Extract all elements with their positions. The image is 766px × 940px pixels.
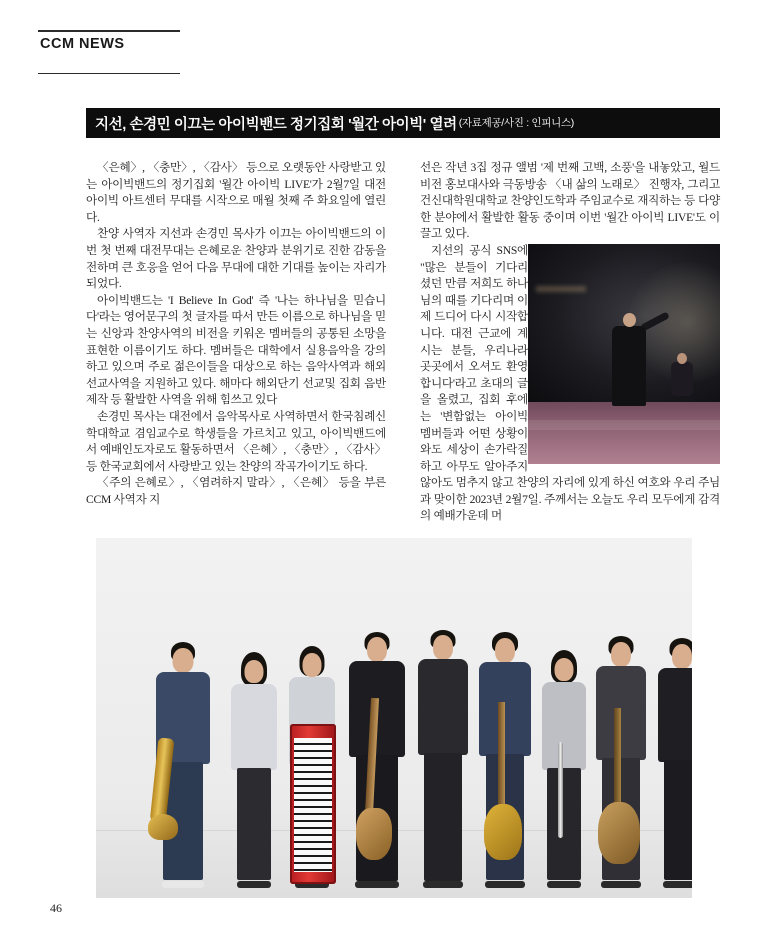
member-saxophone-player (148, 642, 218, 888)
band-group-photo (96, 538, 692, 898)
headline-title: 지선, 손경민 이끄는 아이빅밴드 정기집회 '월간 아이빅' 열려 (95, 116, 457, 133)
electric-guitar-body (484, 804, 522, 860)
paragraph: 〈은혜〉, 〈충만〉, 〈감사〉 등으로 오랫동안 사랑받고 있는 아이빅밴드의 정기집회 '월간 아이빅 LIVE'가 2월7일 대전 아이빅 아트센터 무대를 시작으로 매월 첫째 주 화요일에 열린다. (86, 161, 386, 224)
member-head (173, 648, 194, 673)
member-torso (418, 659, 468, 755)
member-head (245, 660, 264, 683)
member-head (367, 637, 387, 662)
masthead-label: CCM NEWS (40, 36, 125, 52)
flute-icon (558, 742, 563, 838)
member-head (303, 653, 322, 677)
article-column-left (86, 160, 386, 508)
member-torso (542, 682, 586, 770)
member-torso (596, 666, 646, 760)
stage-performance-photo (528, 244, 720, 464)
member-vocalist-man-1 (412, 630, 474, 888)
member-head (495, 638, 515, 663)
article-body (86, 160, 720, 523)
member-head (555, 658, 574, 681)
saxophone-bell (148, 814, 178, 840)
bass-guitar-body (356, 808, 392, 860)
headline-credit: (자료제공/사진 : 인피니스) (458, 117, 574, 129)
paragraph: 아이빅밴드는 'I Believe In God' 즉 '나는 하나님을 믿습니다'라는 영어문구의 첫 글자를 따서 만든 이름으로 하나님을 믿는 신앙과 찬양사역의 비전을 키워온 멤버들의 공통된 소망을 표현한 이름이기도 하다. 멤버들은 대학에서 실용음악을 강의하고 있으며 주로 젊은이들을 대상으로 하는 음악사역과 해외선교사역을 지원하고 있다. 해마다 해외단기 선교및 집회 음반제작 등 활발한 사역을 위해 힘쓰고 있다 (86, 293, 386, 407)
member-keyboardist (282, 646, 342, 888)
member-shoes (663, 881, 692, 888)
member-vocalist-man-2 (652, 638, 692, 888)
paragraph: 선은 작년 3집 정규 앨범 '제 번째 고백, 소풍'을 내놓았고, 월드비전 홍보대사와 극동방송 〈내 삶의 노래로〉 진행자, 그리고 건신대학원대학교 찬양인도학과 주임교수로 재직하는 등 다양한 분야에서 활발한 활동 중이며 이번 '월간 아이빅 LIVE'도 이끌고 있다. (420, 161, 720, 241)
member-shoes (423, 881, 463, 888)
masthead-bottom-rule (38, 73, 180, 74)
member-torso (658, 668, 692, 762)
electric-guitar-neck (498, 702, 505, 814)
member-shoes (485, 881, 525, 888)
paragraph: 찬양 사역자 지선과 손경민 목사가 이끄는 아이빅밴드의 이번 첫 번째 대전무대는 은혜로운 찬양과 분위기로 진한 감동을 전하며 큰 호응을 얻어 다음 무대에 대한 기대를 높이는 자리가 되었다. (86, 227, 386, 291)
acoustic-guitar-neck (614, 708, 621, 812)
member-vocalist-woman-1 (224, 652, 284, 888)
stage-floor (528, 402, 720, 464)
page-number: 46 (50, 901, 62, 915)
paragraph: 손경민 목사는 대전에서 음악목사로 사역하면서 한국침례신학대학교 겸임교수로 학생들을 가르치고 있고, 아이빅밴드에서 예배인도자로도 활동하면서 〈은혜〉, 〈충만〉, 〈감사〉등 한국교회에서 사랑받고 있는 찬양의 작곡가이기도 하다. (86, 409, 386, 473)
member-head (672, 644, 692, 669)
member-shoes (162, 881, 204, 888)
member-legs (237, 768, 271, 880)
member-legs (424, 753, 462, 881)
masthead (38, 30, 198, 74)
member-head (611, 642, 631, 667)
performer-main (612, 326, 646, 406)
paragraph: 지선의 공식 SNS에 "많은 분들이 기다리셨던 만큼 저희도 하나님의 때를 기다리며 이제 드디어 다시 시작합니다. 대전 근교에 계시는 분들, 우리나라 곳곳에서 오셔도 환영합니다'라고 초대의 글을 올렸고, 집회 후에는 '변함없는 아이빅 멤버들과 어떤 상황이 와도 세상이 손가락질하고 아무도 알아주지 않아도 멈추지 않고 찬양의 자리에 있게 하신 여호와 우리 주님과 맞이한 2023년 2월7일. 주께서는 오늘도 우리 모두에게 감격의 예배가운데 머 (420, 243, 720, 523)
article-column-right (420, 160, 720, 525)
keyboard-keys (294, 738, 332, 872)
headline-bar (86, 108, 720, 138)
member-shoes (237, 881, 271, 888)
member-shoes (547, 881, 581, 888)
member-legs (664, 760, 692, 880)
member-shoes (355, 881, 399, 888)
stage-light-bar (536, 286, 586, 292)
member-torso (231, 684, 277, 770)
performer-seated (671, 362, 693, 396)
member-guitarist-electric (472, 632, 538, 888)
member-flutist (536, 650, 592, 888)
member-legs (547, 768, 581, 880)
acoustic-guitar-body (598, 802, 640, 864)
member-bassist (342, 632, 412, 888)
member-shoes (601, 881, 641, 888)
member-torso (479, 662, 531, 756)
paragraph: 〈주의 은혜로〉, 〈염려하지 말라〉, 〈은혜〉 등을 부른 CCM 사역자 지 (86, 476, 386, 506)
member-head (433, 635, 453, 660)
member-guitarist-acoustic (588, 636, 654, 888)
